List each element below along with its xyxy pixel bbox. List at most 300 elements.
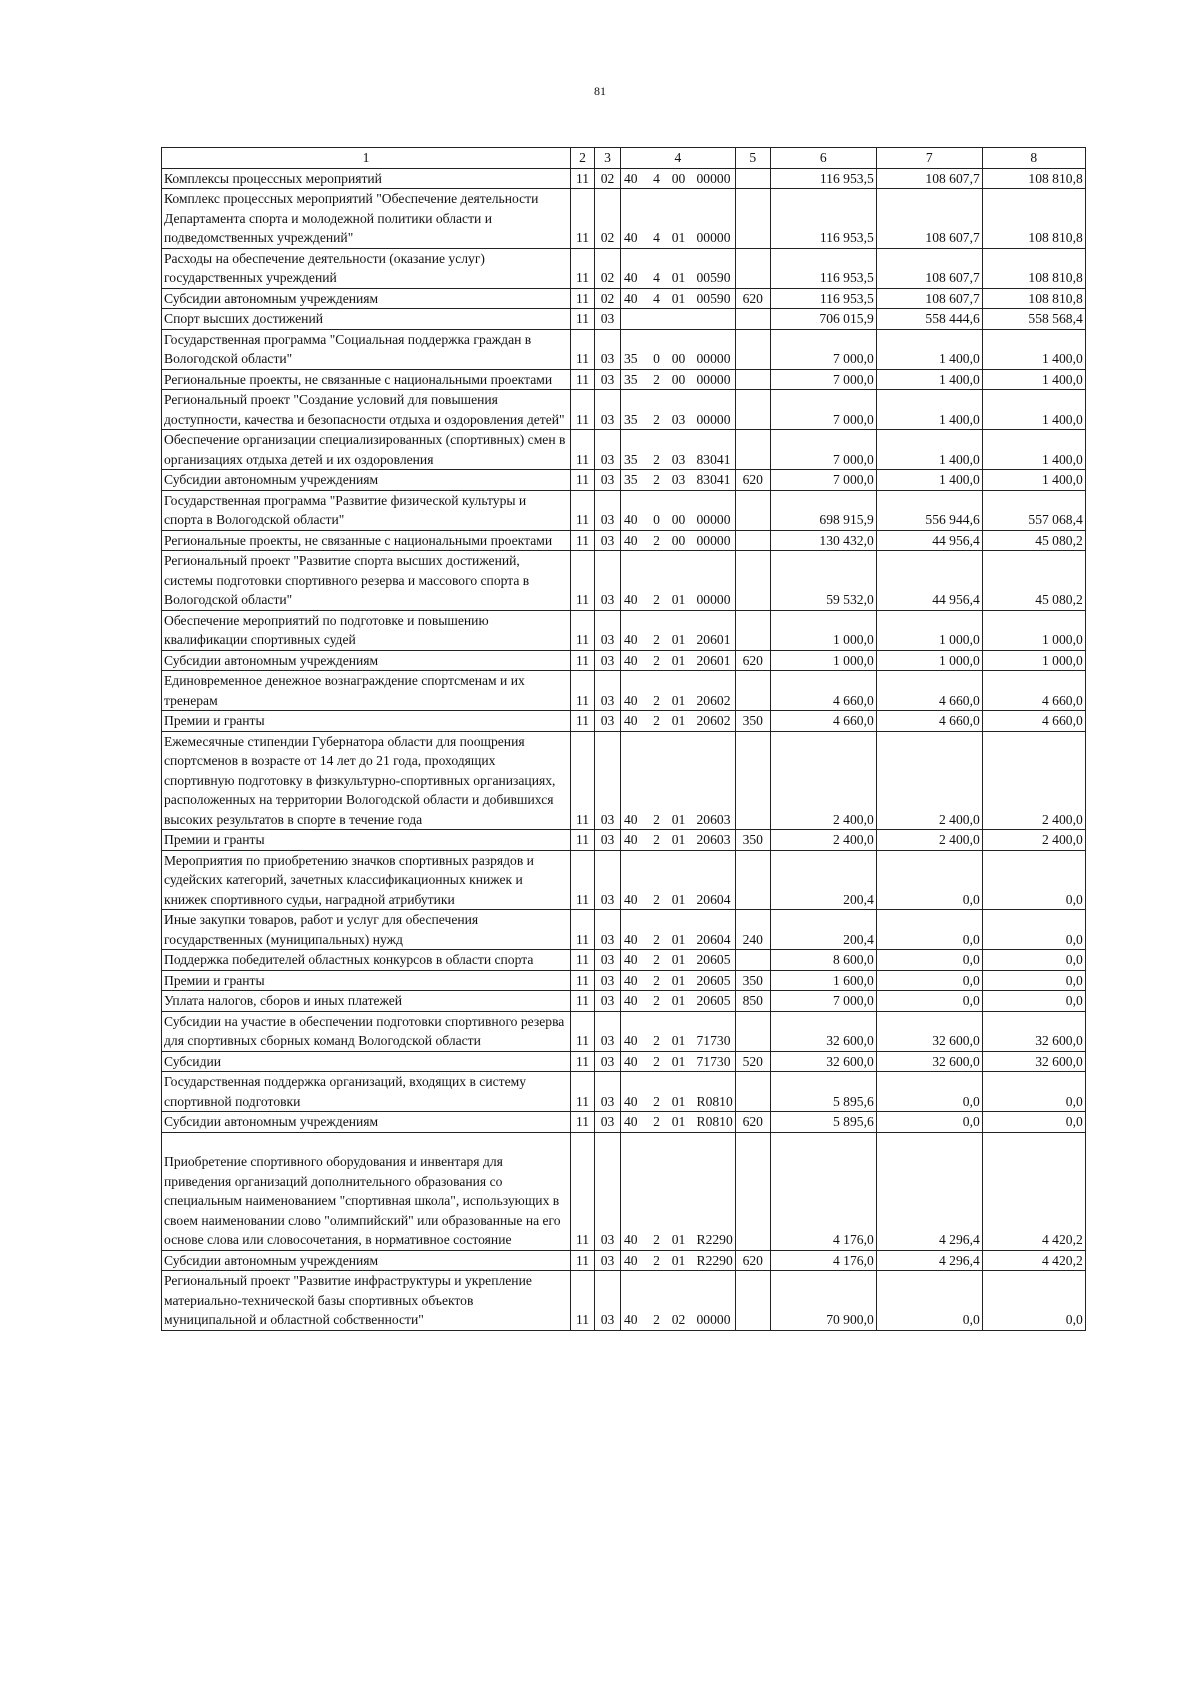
amount-year1-cell: 4 176,0 (770, 1250, 876, 1271)
subsection-code-cell: 03 (595, 369, 621, 390)
section-code-cell: 11 (571, 830, 595, 851)
expense-direction-cell (691, 309, 736, 330)
amount-year2-cell: 2 400,0 (876, 830, 982, 851)
amount-year1-cell: 7 000,0 (770, 430, 876, 470)
expense-type-cell (735, 610, 770, 650)
expense-direction-cell: 00590 (691, 248, 736, 288)
subprogram-type-cell: 2 (647, 610, 667, 650)
subsection-code-cell: 02 (595, 168, 621, 189)
project-code-cell: 03 (667, 390, 691, 430)
subprogram-type-cell: 2 (647, 970, 667, 991)
expense-direction-cell: R0810 (691, 1072, 736, 1112)
project-code-cell: 01 (667, 991, 691, 1012)
project-code-cell: 01 (667, 711, 691, 732)
subprogram-type-cell: 2 (647, 1112, 667, 1133)
project-code-cell: 01 (667, 731, 691, 830)
section-code-cell: 11 (571, 970, 595, 991)
amount-year3-cell: 4 420,2 (982, 1250, 1085, 1271)
table-row (162, 650, 1086, 671)
section-code-cell: 11 (571, 530, 595, 551)
amount-year2-cell: 0,0 (876, 910, 982, 950)
program-code-cell: 40 (621, 168, 647, 189)
amount-year1-cell: 2 400,0 (770, 830, 876, 851)
amount-year1-cell: 1 600,0 (770, 970, 876, 991)
table-row (162, 168, 1086, 189)
program-code-cell: 35 (621, 369, 647, 390)
expense-direction-cell: 20601 (691, 650, 736, 671)
subsection-code-cell: 03 (595, 910, 621, 950)
program-code-cell: 40 (621, 910, 647, 950)
subprogram-type-cell: 2 (647, 731, 667, 830)
amount-year3-cell: 0,0 (982, 910, 1085, 950)
row-name-cell: Государственная программа "Социальная поддержка граждан в Вологодской области" (162, 329, 571, 369)
amount-year3-cell: 108 810,8 (982, 189, 1085, 249)
row-name-cell: Премии и гранты (162, 711, 571, 732)
amount-year3-cell: 2 400,0 (982, 830, 1085, 851)
subsection-code-cell: 03 (595, 309, 621, 330)
section-code-cell: 11 (571, 430, 595, 470)
expense-direction-cell: 20601 (691, 610, 736, 650)
table-row (162, 1072, 1086, 1112)
amount-year3-cell: 4 660,0 (982, 671, 1085, 711)
expense-direction-cell: 00590 (691, 288, 736, 309)
section-code-cell: 11 (571, 369, 595, 390)
amount-year3-cell: 1 400,0 (982, 329, 1085, 369)
subprogram-type-cell: 4 (647, 248, 667, 288)
row-name-cell: Обеспечение организации специализированных (спортивных) смен в организациях отдыха детей и их оздоровления (162, 430, 571, 470)
expense-type-cell (735, 1132, 770, 1250)
table-row (162, 1250, 1086, 1271)
amount-year1-cell: 70 900,0 (770, 1271, 876, 1331)
expense-type-cell (735, 671, 770, 711)
subsection-code-cell: 03 (595, 650, 621, 671)
section-code-cell: 11 (571, 1271, 595, 1331)
header-cell-2: 2 (571, 148, 595, 169)
amount-year1-cell: 1 000,0 (770, 610, 876, 650)
amount-year3-cell: 45 080,2 (982, 530, 1085, 551)
subsection-code-cell: 03 (595, 610, 621, 650)
expense-type-cell (735, 490, 770, 530)
expense-type-cell (735, 168, 770, 189)
table-row (162, 1112, 1086, 1133)
budget-table-body (162, 148, 1086, 1331)
expense-type-cell: 620 (735, 1250, 770, 1271)
amount-year3-cell: 4 660,0 (982, 711, 1085, 732)
expense-direction-cell: 83041 (691, 430, 736, 470)
table-row (162, 1051, 1086, 1072)
row-name-cell: Расходы на обеспечение деятельности (оказание услуг) государственных учреждений (162, 248, 571, 288)
header-cell-1: 1 (162, 148, 571, 169)
table-row (162, 1271, 1086, 1331)
amount-year3-cell: 0,0 (982, 1072, 1085, 1112)
expense-type-cell (735, 950, 770, 971)
row-name-cell: Региональный проект "Развитие инфраструктуры и укрепление материально-технической базы спортивных объектов муниципальной и областной собственности" (162, 1271, 571, 1331)
row-name-cell: Комплекс процессных мероприятий "Обеспечение деятельности Департамента спорта и молодежной политики области и подведомственных учреждений" (162, 189, 571, 249)
section-code-cell: 11 (571, 1051, 595, 1072)
program-code-cell: 40 (621, 1051, 647, 1072)
amount-year2-cell: 44 956,4 (876, 530, 982, 551)
amount-year2-cell: 0,0 (876, 850, 982, 910)
table-row (162, 1011, 1086, 1051)
amount-year3-cell: 1 400,0 (982, 470, 1085, 491)
program-code-cell: 40 (621, 671, 647, 711)
amount-year2-cell: 0,0 (876, 1271, 982, 1331)
project-code-cell: 01 (667, 1072, 691, 1112)
subsection-code-cell: 03 (595, 470, 621, 491)
table-row (162, 910, 1086, 950)
expense-type-cell (735, 309, 770, 330)
expense-direction-cell: 20604 (691, 850, 736, 910)
amount-year3-cell: 32 600,0 (982, 1011, 1085, 1051)
table-row (162, 850, 1086, 910)
amount-year2-cell: 4 296,4 (876, 1132, 982, 1250)
amount-year2-cell: 0,0 (876, 991, 982, 1012)
project-code-cell: 01 (667, 1250, 691, 1271)
amount-year3-cell: 1 000,0 (982, 610, 1085, 650)
expense-type-cell: 620 (735, 470, 770, 491)
subsection-code-cell: 03 (595, 1250, 621, 1271)
section-code-cell: 11 (571, 850, 595, 910)
header-row (162, 148, 1086, 169)
project-code-cell (667, 309, 691, 330)
expense-type-cell (735, 731, 770, 830)
expense-direction-cell: 00000 (691, 490, 736, 530)
expense-direction-cell: 20605 (691, 970, 736, 991)
subsection-code-cell: 03 (595, 490, 621, 530)
table-row (162, 430, 1086, 470)
table-row (162, 470, 1086, 491)
expense-type-cell (735, 329, 770, 369)
row-name-cell: Субсидии автономным учреждениям (162, 1250, 571, 1271)
row-name-cell: Региональные проекты, не связанные с национальными проектами (162, 530, 571, 551)
section-code-cell: 11 (571, 470, 595, 491)
expense-type-cell (735, 551, 770, 611)
header-cell-5: 5 (735, 148, 770, 169)
program-code-cell: 40 (621, 731, 647, 830)
program-code-cell: 40 (621, 248, 647, 288)
row-name-cell: Региональный проект "Создание условий для повышения доступности, качества и безопасности отдыха и оздоровления детей" (162, 390, 571, 430)
header-cell-4: 4 (621, 148, 736, 169)
program-code-cell: 40 (621, 288, 647, 309)
subsection-code-cell: 03 (595, 850, 621, 910)
subprogram-type-cell: 2 (647, 1051, 667, 1072)
project-code-cell: 01 (667, 1051, 691, 1072)
section-code-cell: 11 (571, 309, 595, 330)
expense-type-cell: 620 (735, 288, 770, 309)
amount-year2-cell: 108 607,7 (876, 189, 982, 249)
subsection-code-cell: 03 (595, 430, 621, 470)
row-name-cell: Региональные проекты, не связанные с национальными проектами (162, 369, 571, 390)
row-name-cell: Субсидии автономным учреждениям (162, 470, 571, 491)
row-name-cell: Единовременное денежное вознаграждение спортсменам и их тренерам (162, 671, 571, 711)
table-row (162, 671, 1086, 711)
row-name-cell: Субсидии автономным учреждениям (162, 1112, 571, 1133)
section-code-cell: 11 (571, 189, 595, 249)
subprogram-type-cell: 2 (647, 991, 667, 1012)
project-code-cell: 00 (667, 329, 691, 369)
expense-direction-cell: 71730 (691, 1051, 736, 1072)
section-code-cell: 11 (571, 288, 595, 309)
subprogram-type-cell: 2 (647, 369, 667, 390)
table-row (162, 830, 1086, 851)
section-code-cell: 11 (571, 1072, 595, 1112)
section-code-cell: 11 (571, 329, 595, 369)
amount-year1-cell: 200,4 (770, 910, 876, 950)
amount-year2-cell: 1 400,0 (876, 369, 982, 390)
program-code-cell: 40 (621, 1011, 647, 1051)
program-code-cell: 40 (621, 850, 647, 910)
table-row (162, 288, 1086, 309)
program-code-cell: 40 (621, 711, 647, 732)
amount-year1-cell: 706 015,9 (770, 309, 876, 330)
program-code-cell: 40 (621, 1132, 647, 1250)
project-code-cell: 03 (667, 470, 691, 491)
row-name-cell: Государственная поддержка организаций, входящих в систему спортивной подготовки (162, 1072, 571, 1112)
section-code-cell: 11 (571, 1132, 595, 1250)
section-code-cell: 11 (571, 991, 595, 1012)
table-row (162, 490, 1086, 530)
expense-type-cell (735, 1271, 770, 1331)
amount-year2-cell: 0,0 (876, 1072, 982, 1112)
expense-type-cell (735, 390, 770, 430)
header-cell-8: 8 (982, 148, 1085, 169)
row-name-cell: Поддержка победителей областных конкурсов в области спорта (162, 950, 571, 971)
section-code-cell: 11 (571, 711, 595, 732)
row-name-cell: Ежемесячные стипендии Губернатора области для поощрения спортсменов в возрасте от 14 лет до 21 года, проходящих спортивную подготовку в физкультурно-спортивных организациях, расположенных на территории Вологодской области и добившихся высоких результатов в спорте в течение года (162, 731, 571, 830)
subprogram-type-cell: 2 (647, 650, 667, 671)
program-code-cell: 40 (621, 991, 647, 1012)
subsection-code-cell: 03 (595, 551, 621, 611)
table-row (162, 309, 1086, 330)
subprogram-type-cell: 2 (647, 1271, 667, 1331)
amount-year2-cell: 44 956,4 (876, 551, 982, 611)
subprogram-type-cell: 2 (647, 390, 667, 430)
row-name-cell: Мероприятия по приобретению значков спортивных разрядов и судейских категорий, зачетных классификационных книжек и книжек спортивного судьи, наградной атрибутики (162, 850, 571, 910)
table-row (162, 950, 1086, 971)
subprogram-type-cell: 0 (647, 490, 667, 530)
amount-year2-cell: 108 607,7 (876, 168, 982, 189)
amount-year3-cell: 1 400,0 (982, 430, 1085, 470)
subprogram-type-cell: 2 (647, 910, 667, 950)
expense-direction-cell: 00000 (691, 329, 736, 369)
section-code-cell: 11 (571, 1250, 595, 1271)
project-code-cell: 02 (667, 1271, 691, 1331)
amount-year1-cell: 7 000,0 (770, 329, 876, 369)
table-row (162, 551, 1086, 611)
expense-direction-cell: 71730 (691, 1011, 736, 1051)
amount-year1-cell: 116 953,5 (770, 168, 876, 189)
program-code-cell: 40 (621, 950, 647, 971)
amount-year2-cell: 558 444,6 (876, 309, 982, 330)
subsection-code-cell: 03 (595, 1011, 621, 1051)
program-code-cell: 35 (621, 390, 647, 430)
expense-direction-cell: 20604 (691, 910, 736, 950)
amount-year1-cell: 59 532,0 (770, 551, 876, 611)
subprogram-type-cell: 2 (647, 1132, 667, 1250)
amount-year3-cell: 0,0 (982, 1271, 1085, 1331)
section-code-cell: 11 (571, 731, 595, 830)
table-row (162, 390, 1086, 430)
amount-year3-cell: 32 600,0 (982, 1051, 1085, 1072)
expense-direction-cell: R2290 (691, 1132, 736, 1250)
amount-year3-cell: 1 400,0 (982, 369, 1085, 390)
amount-year2-cell: 2 400,0 (876, 731, 982, 830)
expense-type-cell: 520 (735, 1051, 770, 1072)
subprogram-type-cell: 2 (647, 711, 667, 732)
expense-direction-cell: 00000 (691, 1271, 736, 1331)
amount-year3-cell: 4 420,2 (982, 1132, 1085, 1250)
expense-direction-cell: 83041 (691, 470, 736, 491)
project-code-cell: 01 (667, 189, 691, 249)
subsection-code-cell: 03 (595, 1132, 621, 1250)
amount-year2-cell: 4 660,0 (876, 711, 982, 732)
amount-year1-cell: 4 660,0 (770, 711, 876, 732)
subprogram-type-cell: 4 (647, 168, 667, 189)
expense-direction-cell: 00000 (691, 390, 736, 430)
amount-year1-cell: 116 953,5 (770, 189, 876, 249)
subsection-code-cell: 02 (595, 248, 621, 288)
amount-year1-cell: 116 953,5 (770, 288, 876, 309)
program-code-cell: 35 (621, 430, 647, 470)
program-code-cell: 35 (621, 329, 647, 369)
header-cell-6: 6 (770, 148, 876, 169)
subprogram-type-cell: 2 (647, 551, 667, 611)
row-name-cell: Субсидии (162, 1051, 571, 1072)
expense-direction-cell: 00000 (691, 530, 736, 551)
program-code-cell: 40 (621, 970, 647, 991)
section-code-cell: 11 (571, 1011, 595, 1051)
project-code-cell: 01 (667, 1112, 691, 1133)
expense-direction-cell: R0810 (691, 1112, 736, 1133)
subprogram-type-cell: 2 (647, 850, 667, 910)
amount-year1-cell: 7 000,0 (770, 470, 876, 491)
amount-year2-cell: 0,0 (876, 970, 982, 991)
amount-year3-cell: 108 810,8 (982, 248, 1085, 288)
project-code-cell: 00 (667, 490, 691, 530)
table-row (162, 248, 1086, 288)
amount-year3-cell: 1 000,0 (982, 650, 1085, 671)
section-code-cell: 11 (571, 610, 595, 650)
subprogram-type-cell: 2 (647, 1250, 667, 1271)
program-code-cell: 40 (621, 189, 647, 249)
subprogram-type-cell: 2 (647, 530, 667, 551)
section-code-cell: 11 (571, 950, 595, 971)
program-code-cell: 40 (621, 1250, 647, 1271)
subsection-code-cell: 03 (595, 671, 621, 711)
row-name-cell: Субсидии автономным учреждениям (162, 650, 571, 671)
subprogram-type-cell: 4 (647, 189, 667, 249)
project-code-cell: 01 (667, 950, 691, 971)
amount-year1-cell: 1 000,0 (770, 650, 876, 671)
project-code-cell: 01 (667, 650, 691, 671)
expense-type-cell (735, 1011, 770, 1051)
expense-type-cell (735, 248, 770, 288)
amount-year3-cell: 0,0 (982, 970, 1085, 991)
subprogram-type-cell (647, 309, 667, 330)
expense-type-cell (735, 189, 770, 249)
expense-direction-cell: R2290 (691, 1250, 736, 1271)
amount-year1-cell: 7 000,0 (770, 991, 876, 1012)
amount-year1-cell: 5 895,6 (770, 1112, 876, 1133)
subprogram-type-cell: 0 (647, 329, 667, 369)
subprogram-type-cell: 2 (647, 671, 667, 711)
section-code-cell: 11 (571, 551, 595, 611)
amount-year3-cell: 1 400,0 (982, 390, 1085, 430)
expense-direction-cell: 00000 (691, 551, 736, 611)
project-code-cell: 00 (667, 530, 691, 551)
amount-year2-cell: 4 660,0 (876, 671, 982, 711)
amount-year1-cell: 32 600,0 (770, 1051, 876, 1072)
amount-year3-cell: 0,0 (982, 950, 1085, 971)
amount-year1-cell: 8 600,0 (770, 950, 876, 971)
amount-year3-cell: 45 080,2 (982, 551, 1085, 611)
project-code-cell: 01 (667, 970, 691, 991)
amount-year1-cell: 2 400,0 (770, 731, 876, 830)
row-name-cell: Государственная программа "Развитие физической культуры и спорта в Вологодской области" (162, 490, 571, 530)
amount-year1-cell: 200,4 (770, 850, 876, 910)
project-code-cell: 01 (667, 248, 691, 288)
table-row (162, 731, 1086, 830)
project-code-cell: 00 (667, 369, 691, 390)
amount-year1-cell: 4 176,0 (770, 1132, 876, 1250)
expense-direction-cell: 20603 (691, 830, 736, 851)
table-row (162, 610, 1086, 650)
expense-type-cell: 350 (735, 830, 770, 851)
section-code-cell: 11 (571, 248, 595, 288)
amount-year2-cell: 1 400,0 (876, 470, 982, 491)
program-code-cell: 40 (621, 830, 647, 851)
amount-year3-cell: 557 068,4 (982, 490, 1085, 530)
project-code-cell: 01 (667, 551, 691, 611)
row-name-cell: Субсидии на участие в обеспечении подготовки спортивного резерва для спортивных сборных команд Вологодской области (162, 1011, 571, 1051)
header-cell-3: 3 (595, 148, 621, 169)
amount-year2-cell: 1 000,0 (876, 650, 982, 671)
expense-direction-cell: 20602 (691, 671, 736, 711)
subsection-code-cell: 03 (595, 711, 621, 732)
amount-year3-cell: 0,0 (982, 850, 1085, 910)
program-code-cell: 35 (621, 470, 647, 491)
section-code-cell: 11 (571, 650, 595, 671)
expense-type-cell (735, 1072, 770, 1112)
expense-type-cell (735, 430, 770, 470)
subsection-code-cell: 03 (595, 731, 621, 830)
project-code-cell: 01 (667, 910, 691, 950)
subsection-code-cell: 03 (595, 830, 621, 851)
budget-table (161, 147, 1086, 1331)
header-cell-7: 7 (876, 148, 982, 169)
section-code-cell: 11 (571, 1112, 595, 1133)
amount-year3-cell: 0,0 (982, 1112, 1085, 1133)
section-code-cell: 11 (571, 910, 595, 950)
project-code-cell: 01 (667, 671, 691, 711)
program-code-cell: 40 (621, 1072, 647, 1112)
amount-year3-cell: 108 810,8 (982, 288, 1085, 309)
row-name-cell: Уплата налогов, сборов и иных платежей (162, 991, 571, 1012)
amount-year3-cell: 0,0 (982, 991, 1085, 1012)
subsection-code-cell: 03 (595, 530, 621, 551)
subprogram-type-cell: 2 (647, 830, 667, 851)
amount-year2-cell: 1 000,0 (876, 610, 982, 650)
amount-year2-cell: 108 607,7 (876, 248, 982, 288)
expense-type-cell (735, 530, 770, 551)
table-row (162, 711, 1086, 732)
subsection-code-cell: 03 (595, 1051, 621, 1072)
project-code-cell: 01 (667, 288, 691, 309)
subprogram-type-cell: 2 (647, 950, 667, 971)
amount-year2-cell: 0,0 (876, 1112, 982, 1133)
expense-direction-cell: 00000 (691, 369, 736, 390)
subprogram-type-cell: 2 (647, 1072, 667, 1112)
